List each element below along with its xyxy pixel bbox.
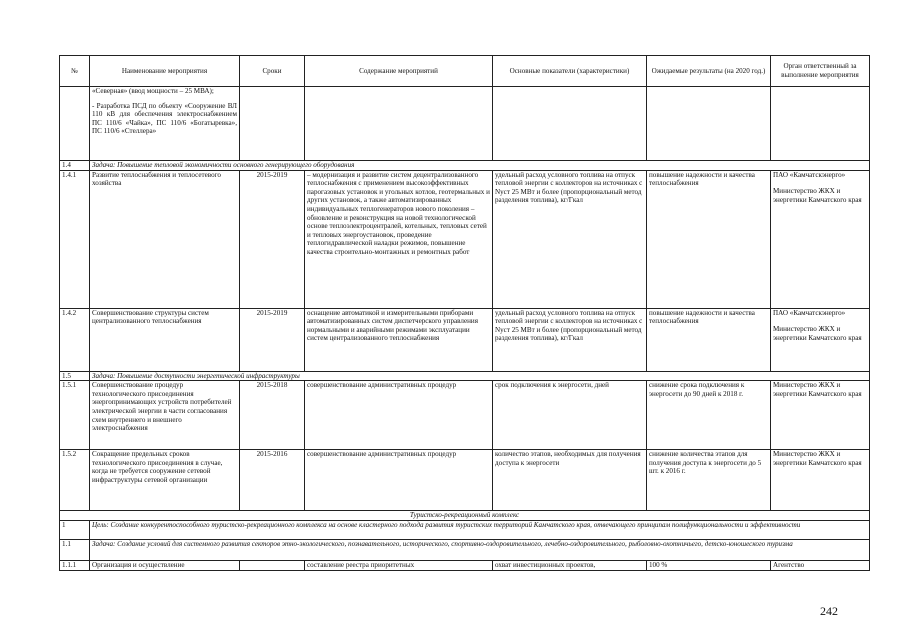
header-num: № [60, 56, 90, 87]
table-row-1-1-1 [60, 561, 870, 571]
table-row-1-4-1 [60, 170, 870, 308]
header-term: Сроки [240, 56, 305, 87]
activity-results: повышение надежности и качества теплоснабжения [647, 308, 771, 371]
activity-indicators: срок подключения к энергосети, дней [493, 381, 647, 450]
activity-name: Организация и осуществление [90, 561, 240, 571]
activity-term: 2015-2016 [240, 450, 305, 511]
task-row-1-5 [60, 371, 870, 381]
activity-indicators: охват инвестиционных проектов, [493, 561, 647, 571]
activity-responsible: Министерство ЖКХ и энергетики Камчатского края [771, 381, 870, 450]
task-row-1-1 [60, 540, 870, 561]
action-plan-table [59, 55, 870, 571]
goal-row-1 [60, 521, 870, 540]
responsible-line-2: Министерство ЖКХ и энергетики Камчатского края [773, 325, 862, 342]
responsible-line-1: ПАО «Камчатскэнерго» [773, 170, 846, 179]
header-content: Содержание мероприятий [305, 56, 493, 87]
activity-indicators: удельный расход условного топлива на отпуск тепловой энергии с коллекторов на источниках с Nуст 25 МВт и более (пропорциональный метод разделения топлива), кг/Гкал [493, 308, 647, 371]
task-text: Задача: Повышение доступности энергетической инфраструктуры [90, 371, 870, 381]
activity-name: Совершенствование структуры систем централизованного теплоснабжения [90, 308, 240, 371]
activity-responsible [771, 308, 870, 371]
activity-content: совершенствование административных процедур [305, 450, 493, 511]
section-row [60, 511, 870, 521]
header-results: Ожидаемые результаты (на 2020 год.) [647, 56, 771, 87]
header-responsible: Орган ответственный за выполнение мероприятия [771, 56, 870, 87]
activity-content: оснащение автоматикой и измерительными приборами автоматизированных систем диспетчерского управления нормальными и аварийными режимами эксплуатации систем централизованного теплоснабжения [305, 308, 493, 371]
table-row-1-5-1 [60, 381, 870, 450]
activity-indicators: количество этапов, необходимых для получения доступа к энергосети [493, 450, 647, 511]
continued-name-cell [90, 87, 240, 161]
task-text: Задача: Создание условий для системного развития секторов этно-экологического, познавательного, исторического, спортивно-оздоровительного, лечебно-оздоровительного, рыболовно-охотничьего, детско-юношеского туризма [90, 540, 870, 561]
activity-results: снижение срока подключения к энергосети до 90 дней к 2018 г. [647, 381, 771, 450]
activity-results: повышение надежности и качества теплоснабжения [647, 170, 771, 308]
table-row-1-5-2 [60, 450, 870, 511]
table-row-continued [60, 87, 870, 161]
continued-line-2: - Разработка ПСД по объекту «Сооружение ВЛ 110 кВ для обеспечения электроснабжением ПС 110/6 «Чайка», ПС 110/6 «Богатыревка», ПС 110/6 «Стеллера» [92, 101, 237, 136]
task-text: Задача: Повышение тепловой экономичности основного генерирующего оборудования [90, 161, 870, 171]
activity-name: Развитие теплоснабжения и теплосетевого хозяйства [90, 170, 240, 308]
responsible-line-2: Министерство ЖКХ и энергетики Камчатского края [773, 187, 862, 204]
row-number: 1.5 [60, 371, 90, 381]
row-number: 1.5.1 [60, 381, 90, 450]
row-number: 1.1 [60, 540, 90, 561]
activity-term: 2015-2019 [240, 170, 305, 308]
activity-content: совершенствование административных процедур [305, 381, 493, 450]
responsible-line-1: ПАО «Камчатскэнерго» [773, 308, 846, 317]
activity-responsible: Министерство ЖКХ и энергетики Камчатского края [771, 450, 870, 511]
task-row-1-4 [60, 161, 870, 171]
activity-name: Сокращение предельных сроков технологического присоединения в случае, когда не требуется сооружение сетевой инфраструктуры сетевой организации [90, 450, 240, 511]
page-number: 242 [820, 604, 838, 618]
table-row-1-4-2 [60, 308, 870, 371]
header-indicators: Основные показатели (характеристики) [493, 56, 647, 87]
row-number: 1.5.2 [60, 450, 90, 511]
activity-indicators: удельный расход условного топлива на отпуск тепловой энергии с коллекторов на источниках с Nуст 25 МВт и более (пропорциональный метод разделения топлива), кг/Гкал [493, 170, 647, 308]
goal-text: Цель: Создание конкурентоспособного туристско-рекреационного комплекса на основе кластерного подхода развития туристских территорий Камчатского края, отвечающего принципам полифункциональности и эффективности [90, 521, 870, 540]
activity-content: составление реестра приоритетных [305, 561, 493, 571]
row-number: 1.4 [60, 161, 90, 171]
activity-results: снижение количества этапов для получения доступа к энергосети до 5 шт. к 2016 г. [647, 450, 771, 511]
activity-name: Совершенствование процедур технологического присоединения энергопринимающих устройств потребителей электрической энергии в части согласования схем внутреннего и внешнего электроснабжения [90, 381, 240, 450]
row-number: 1.4.1 [60, 170, 90, 308]
activity-responsible: Агентство [771, 561, 870, 571]
activity-responsible [771, 170, 870, 308]
section-title: Туристско-рекреационный комплекс [60, 511, 870, 521]
table-header-row [60, 56, 870, 87]
row-number: 1.1.1 [60, 561, 90, 571]
header-name: Наименование мероприятия [90, 56, 240, 87]
activity-term: 2015-2018 [240, 381, 305, 450]
continued-line-1: «Северная» (ввод мощности – 25 МВА); [92, 87, 214, 95]
activity-term: 2015-2019 [240, 308, 305, 371]
row-number: 1 [60, 521, 90, 540]
activity-content: – модернизация и развитие систем децентрализованного теплоснабжения с применением высокоэффективных парогазовых установок и угольных котлов, геотермальных и других установок, а также автоматизированных индивидуальных теплогенераторов нового поколения – обновление и реконструкция на новой технологической основе теплоэлектроцентралей, котельных, тепловых сетей и тепловых энергоустановок, проведение теплогидравлической наладки режимов, повышение качества строительно-монтажных и ремонтных работ [305, 170, 493, 308]
row-number: 1.4.2 [60, 308, 90, 371]
activity-results: 100 % [647, 561, 771, 571]
activity-term [240, 561, 305, 571]
